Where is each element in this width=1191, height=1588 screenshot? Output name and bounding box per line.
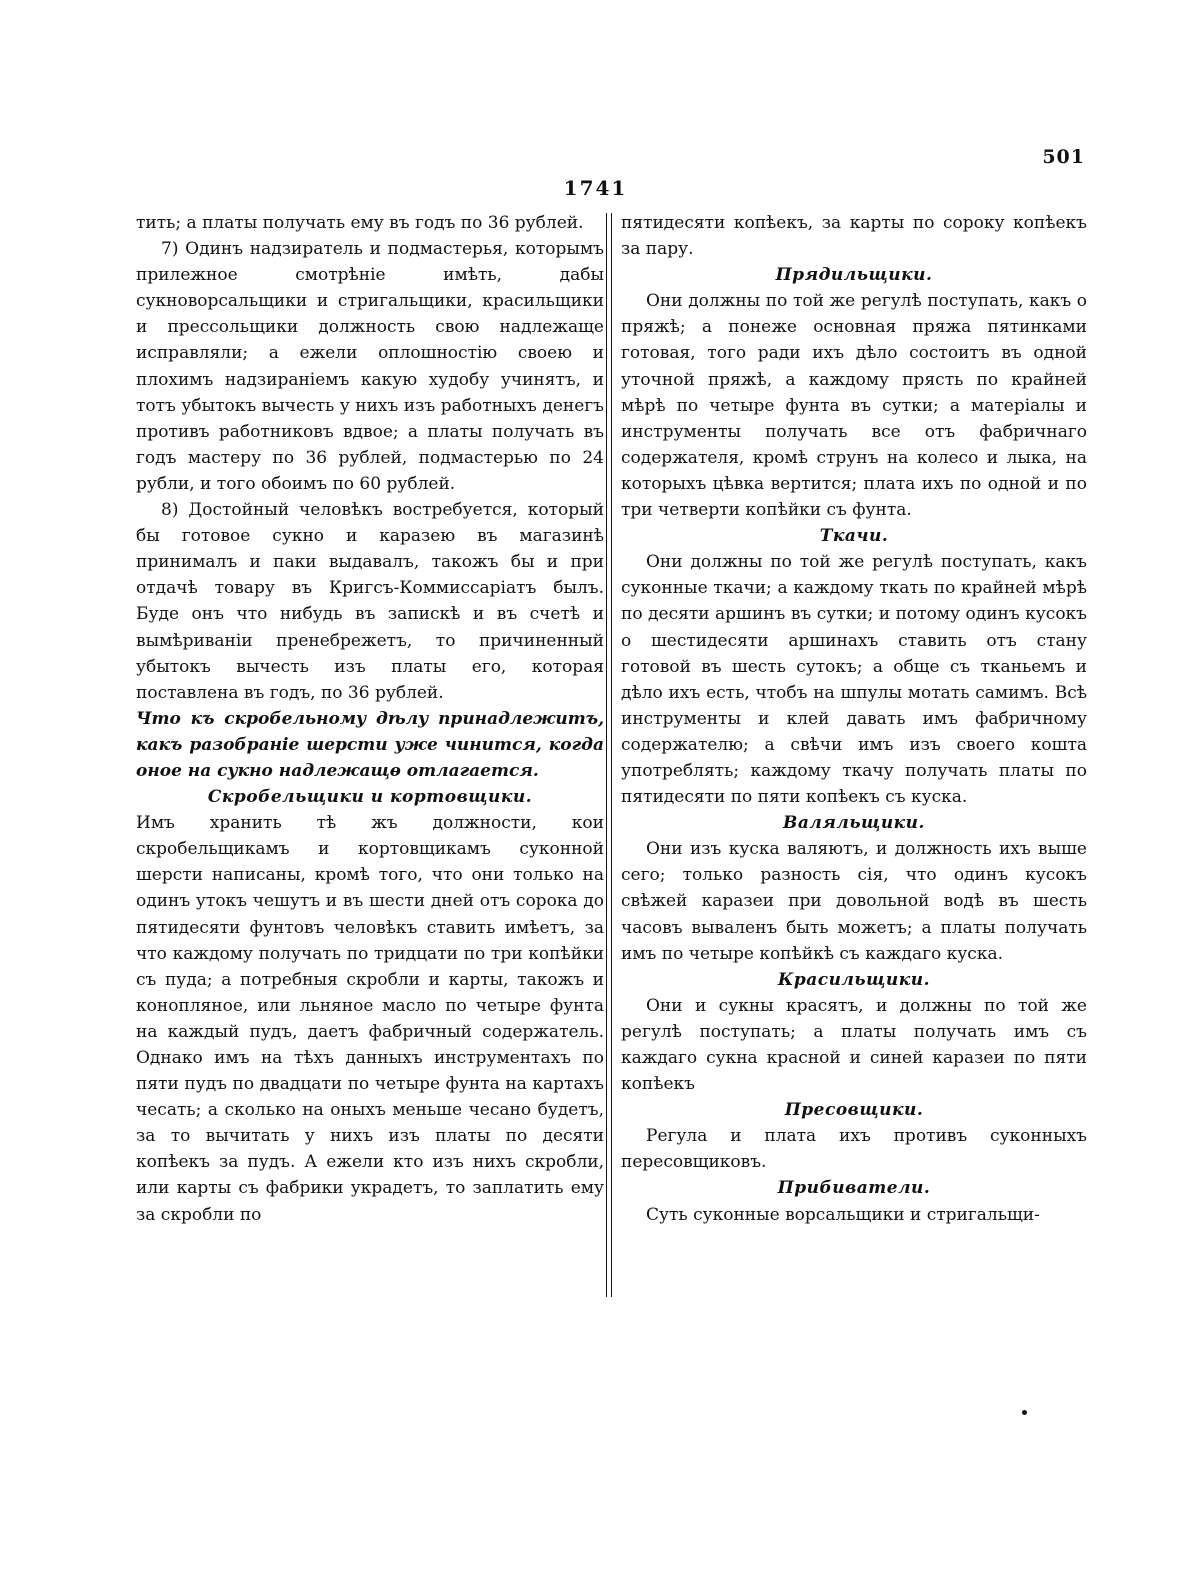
section-heading: Валяльщики. <box>783 813 925 834</box>
section-heading: Прядильщики. <box>775 265 933 286</box>
year-heading: 1741 <box>563 176 628 200</box>
paragraph: Они должны по той же регулѣ поступать, какъ суконные ткачи; а каждому ткать по крайней мѣрѣ по десяти аршинъ въ сутки; и потому одинъ кусокъ о шестидесяти аршинахъ ставить отъ стану готовой въ шесть сутокъ; а обще съ тканьемъ и дѣло ихъ есть, чтобъ на шпулы мотать самимъ. Всѣ инструменты и клей давать имъ фабричному содержателю; а свѣчи имъ изъ своего кошта употреблять; каждому ткачу получать платы по пятидесяти по пяти копѣекъ съ куска. <box>621 552 1087 808</box>
paragraph: 8) Достойный человѣкъ востребуется, который бы готовое сукно и каразею въ магазинѣ принималъ и паки выдавалъ, такожъ бы и при отдачѣ товару въ Кригсъ-Коммиссаріатъ былъ. Буде онъ что нибудь въ запискѣ и въ счетѣ и вымѣриваніи пренебрежетъ, то причиненный убытокъ вычесть изъ платы его, которая поставлена въ годъ, по 36 рублей. <box>136 500 604 703</box>
right-column <box>621 210 1087 1228</box>
paragraph: тить; а платы получать ему въ годъ по 36 рублей. <box>136 213 584 233</box>
paragraph: Суть суконные ворсальщики и стригальщи- <box>646 1204 1040 1225</box>
paragraph: Они и сукны красятъ, и должны по той же регулѣ поступать; а платы получать имъ съ каждаго сукна красной и синей каразеи по пяти копѣекъ <box>621 995 1087 1095</box>
page-number: 501 <box>1042 146 1085 168</box>
left-column <box>136 210 604 1228</box>
paragraph: Имъ хранить тѣ жъ должности, кои скробельщикамъ и кортовщикамъ суконной шерсти написаны, кромѣ того, что они только на одинъ утокъ чешутъ и въ шести дней отъ сорока до пятидесяти фунтовъ человѣкъ ставить имѣетъ, за что каждому получать по тридцати по три копѣйки съ пуда; а потребныя скробли и карты, такожъ и конопляное, или льняное масло по четыре фунта на каждый пудъ, даетъ фабричный содержатель. Однако имъ на тѣхъ данныхъ инструментахъ по пяти пудъ по двадцати по четыре фунта на картахъ чесать; а сколько на оныхъ меньше чесано будетъ, за то вычитать у нихъ изъ платы по десяти копѣекъ за пудъ. А ежели кто изъ нихъ скробли, или карты съ фабрики украдетъ, то заплатить ему за скробли по <box>136 813 604 1225</box>
section-heading: Ткачи. <box>819 526 889 547</box>
paragraph: 7) Одинъ надзиратель и подмастерья, которымъ прилежное смотрѣніе имѣть, дабы сукноворсальщики и стригальщики, красильщики и прессольщики должность свою надлежаще исправляли; а ежели оплошностію своею и плохимъ надзираніемъ какую худобу учинятъ, и тотъ убытокъ вычесть у нихъ изъ работныхъ денегъ противъ работниковъ вдвое; а платы получать въ годъ мастеру по 36 рублей, подмастерью по 24 рубли, и того обоимъ по 60 рублей. <box>136 239 604 494</box>
paragraph: пятидесяти копѣекъ, за карты по сороку копѣекъ за пару. <box>621 213 1087 260</box>
paragraph: Они должны по той же регулѣ поступать, какъ о пряжѣ; а понеже основная пряжа пятинками готовая, того ради ихъ дѣло состоитъ въ одной уточной пряжѣ, а каждому прясть по крайней мѣрѣ по четыре фунта въ сутки; а матеріалы и инструменты получать все отъ фабричнаго содержателя, кромѣ струнъ на колесо и лыка, на которыхъ цѣвка вертится; плата ихъ по одной и по три четверти копѣйки съ фунта. <box>621 291 1087 521</box>
section-heading: Красильщики. <box>777 969 931 990</box>
column-divider <box>606 213 612 1297</box>
section-heading: Пресовщики. <box>784 1100 924 1121</box>
section-heading: Прибиватели. <box>777 1178 931 1199</box>
paragraph: Регула и плата ихъ противъ суконныхъ пересовщиковъ. <box>621 1126 1087 1173</box>
paragraph: Они изъ куска валяютъ, и должность ихъ выше сего; только разность сія, что одинъ кусокъ свѣжей каразеи при довольной водѣ въ шесть часовъ вываленъ быть можетъ; а платы получать имъ по четыре копѣйкѣ съ каждаго куска. <box>621 839 1087 964</box>
print-mark <box>1022 1410 1027 1415</box>
section-heading: Скробельщики и кортовщики. <box>207 787 533 808</box>
section-note: Что къ скробельному дѣлу принадлежитъ, какъ разобраніе шерсти уже чинится, когда оное на сукно надлежащѳ отлагается. <box>136 708 604 781</box>
